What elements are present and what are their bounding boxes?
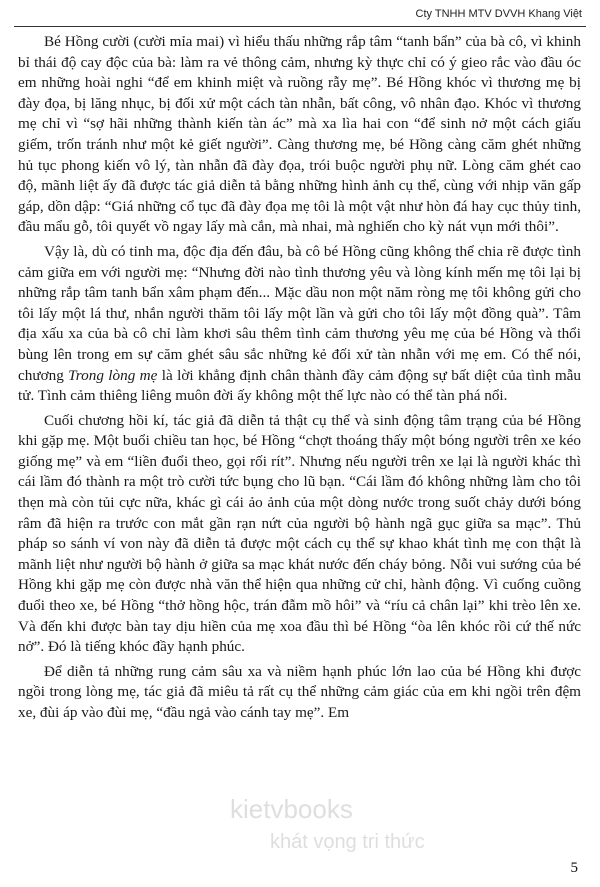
paragraph-3: Cuối chương hồi kí, tác giả đã diễn tả thật cụ thể và sinh động tâm trạng của bé Hồng khi gặp mẹ. Một buổi chiều tan học, bé Hồng “chợt thoáng thấy một bóng người trên xe kéo giống mẹ” và em “liền đuổi theo, gọi rối rít”. Nhưng nếu người trên xe lại là người khác thì cái lầm đó thành ra một trò cười tức bụng cho lũ bạn. “Cái lầm đó không những làm cho tôi thẹn mà còn tủi cực nữa, khác gì cái ảo ảnh của một dòng nước trong suốt chảy dưới bóng râm đã hiện ra trước con mắt gần rạn nứt của người bộ hành ngã gục giữa sa mạc”. Thủ pháp so sánh ví von này đã diễn tả được một cách cụ thể sự khao khát tình mẹ con thật là mãnh liệt như người bộ hành ở giữa sa mạc khát nước đến cháy bỏng. Nỗi vui sướng của bé Hồng khi gặp mẹ còn được nhà văn thể hiện qua những cử chỉ, hành động. Vì cuống cuồng đuổi theo xe, bé Hồng “thở hồng hộc, trán đẫm mồ hôi” và “ríu cả chân lại” khi trèo lên xe. Và đến khi được bàn tay dịu hiền của mẹ xoa đầu thì bé Hồng “òa lên khóc rồi cứ thế nức nở”. Đó là tiếng khóc đầy hạnh phúc. xyxy=(18,411,581,656)
header-rule xyxy=(14,26,586,27)
work-title: Trong lòng mẹ xyxy=(68,366,158,384)
paragraph-2-after: là lời khẳng định chân thành đầy cảm động sự bất diệt của tình mẫu tử. Tình cảm thiêng liêng muôn đời ấy không một thế lực nào có thể tàn phá nổi. xyxy=(18,366,581,405)
watermark-line-2: khát vọng tri thức xyxy=(270,831,425,853)
watermark-line-1: kietvbooks xyxy=(230,794,353,824)
page-number: 5 xyxy=(570,860,578,876)
document-body xyxy=(18,32,581,728)
running-header: Cty TNHH MTV DVVH Khang Việt xyxy=(415,8,582,20)
watermark-logo xyxy=(120,790,520,860)
paragraph-2-before: Vậy là, dù có tinh ma, độc địa đến đâu, bà cô bé Hồng cũng không thể chia rẽ được tình cảm giữa em với người mẹ: “Nhưng đời nào tình thương yêu và lòng kính mến mẹ tôi lại bị những rắp tâm tanh bẩn xâm phạm đến... Mặc dầu non một năm ròng mẹ tôi không gửi cho tôi lấy một lá thư, nhắn người thăm tôi lấy một lần và gửi cho tôi lấy một đồng quà”. Tâm địa xấu xa của bà cô chỉ làm khơi sâu thêm tình cảm thương yêu mẹ của bé Hồng và thổi bùng lên trong em sự căm ghét sâu sắc những kẻ đối xử tàn nhẫn với mẹ em. Có thể nói, chương xyxy=(18,242,581,384)
paragraph-1: Bé Hồng cười (cười mỉa mai) vì hiểu thấu những rắp tâm “tanh bẩn” của bà cô, vì khinh bỉ thái độ cay độc của bà: làm ra vẻ thông cảm, nhưng kỳ thực chỉ có ý gieo rắc vào đầu óc em những hoài nghi “để em khinh miệt và ruồng rẫy mẹ”. Bé Hồng khóc vì thương mẹ bị đày đọa, bị lăng nhục, bị đối xử một cách tàn nhẫn, bất công, vô nhân đạo. Khóc vì thương mẹ chỉ vì “sợ hãi những thành kiến tàn ác” mà xa lìa hai con “để sinh nở một cách giấu giếm, trốn tránh như một kẻ giết người”. Càng thương mẹ, bé Hồng càng căm ghét những hủ tục phong kiến vô lý, tàn nhẫn đã đày đọa, trói buộc người phụ nữ. Lòng căm ghét cao độ, mãnh liệt ấy đã được tác giả diễn tả bằng những hình ảnh cụ thể, cùng với nhịp văn gấp gáp, dồn dập: “Giá những cổ tục đã đày đọa mẹ tôi là một vật như hòn đá hay cục thủy tinh, đầu mẩu gỗ, tôi quyết vồ ngay lấy mà cắn, mà nhai, mà nghiến cho kỳ nát vụn mới thôi”. xyxy=(18,33,581,236)
paragraph-4: Để diễn tả những rung cảm sâu xa và niềm hạnh phúc lớn lao của bé Hồng khi được ngồi trong lòng mẹ, tác giả đã miêu tả rất cụ thể những cảm giác của em khi ngồi trên đệm xe, đùi áp vào đùi mẹ, “đầu ngả vào cánh tay mẹ”. Em xyxy=(18,662,581,721)
paragraph-2 xyxy=(18,242,581,407)
